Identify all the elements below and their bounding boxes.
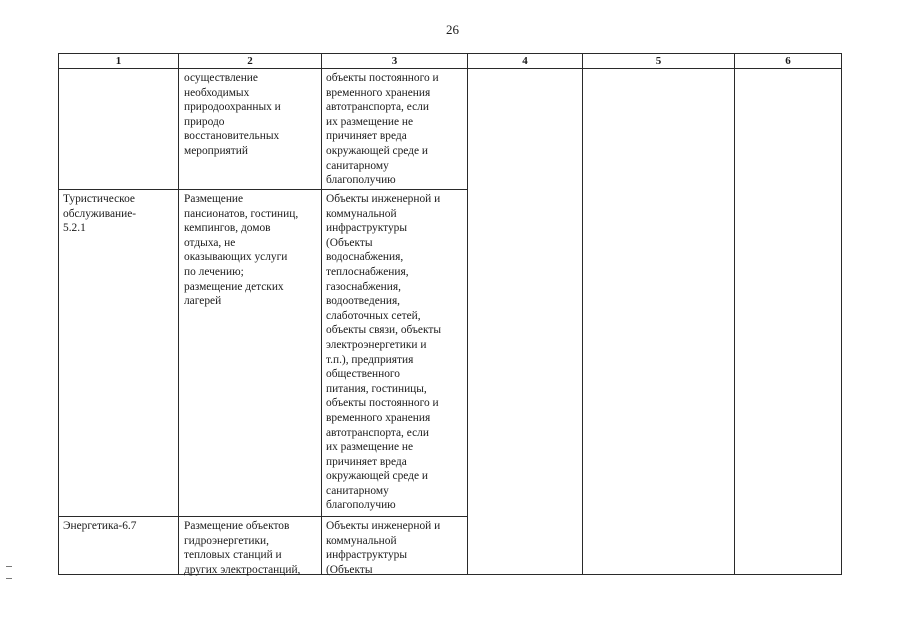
row-divider-2 — [58, 516, 468, 517]
row-2-col-3: Объекты инженерной и коммунальной инфраструктуры (Объекты водоснабжения, теплоснабжения, газоснабжения, водоотведения, слаботочных сетей, объекты связи, объекты электроэнергетики и т.п.), предприятия общественного питания, гостиницы, объекты постоянного и временного хранения автотранспорта, если их размещение не причиняет вреда окружающей среде и санитарному благополучию — [326, 193, 441, 512]
row-1-col-3: объекты постоянного и временного хранения автотранспорта, если их размещение не причиняет вреда окружающей среде и санитарному благополучию — [326, 72, 439, 187]
column-divider-4 — [582, 53, 583, 575]
row-3-col-1: Энергетика-6.7 — [63, 520, 137, 532]
scan-margin-mark — [6, 578, 12, 579]
row-2-col-1: Туристическое обслуживание- 5.2.1 — [63, 193, 137, 235]
row-1-col-2: осуществление необходимых природоохранных и природо восстановительных мероприятий — [184, 72, 281, 157]
header-divider — [58, 68, 842, 69]
header-col-5: 5 — [655, 55, 662, 67]
header-col-1: 1 — [115, 55, 122, 67]
header-col-2: 2 — [247, 55, 253, 67]
row-3-col-2: Размещение объектов гидроэнергетики, тепловых станций и других электростанций, — [184, 520, 301, 576]
table-border-top — [58, 53, 842, 54]
header-col-6: 6 — [785, 55, 791, 67]
column-divider-1 — [178, 53, 179, 575]
scan-margin-mark — [6, 566, 12, 567]
table-border-left — [58, 53, 59, 575]
header-col-3: 3 — [391, 55, 398, 67]
header-col-4: 4 — [522, 55, 528, 67]
table-border-bottom — [58, 574, 842, 575]
row-divider-1 — [58, 189, 468, 190]
page-number: 26 — [446, 22, 459, 37]
table-border-right — [841, 53, 842, 575]
row-3-col-3: Объекты инженерной и коммунальной инфраструктуры (Объекты — [326, 520, 441, 576]
column-divider-3 — [467, 53, 468, 575]
column-divider-2 — [321, 53, 322, 575]
column-divider-5 — [734, 53, 735, 575]
row-2-col-2: Размещение пансионатов, гостиниц, кемпингов, домов отдыха, не оказывающих услуги по лечению; размещение детских лагерей — [184, 193, 299, 308]
